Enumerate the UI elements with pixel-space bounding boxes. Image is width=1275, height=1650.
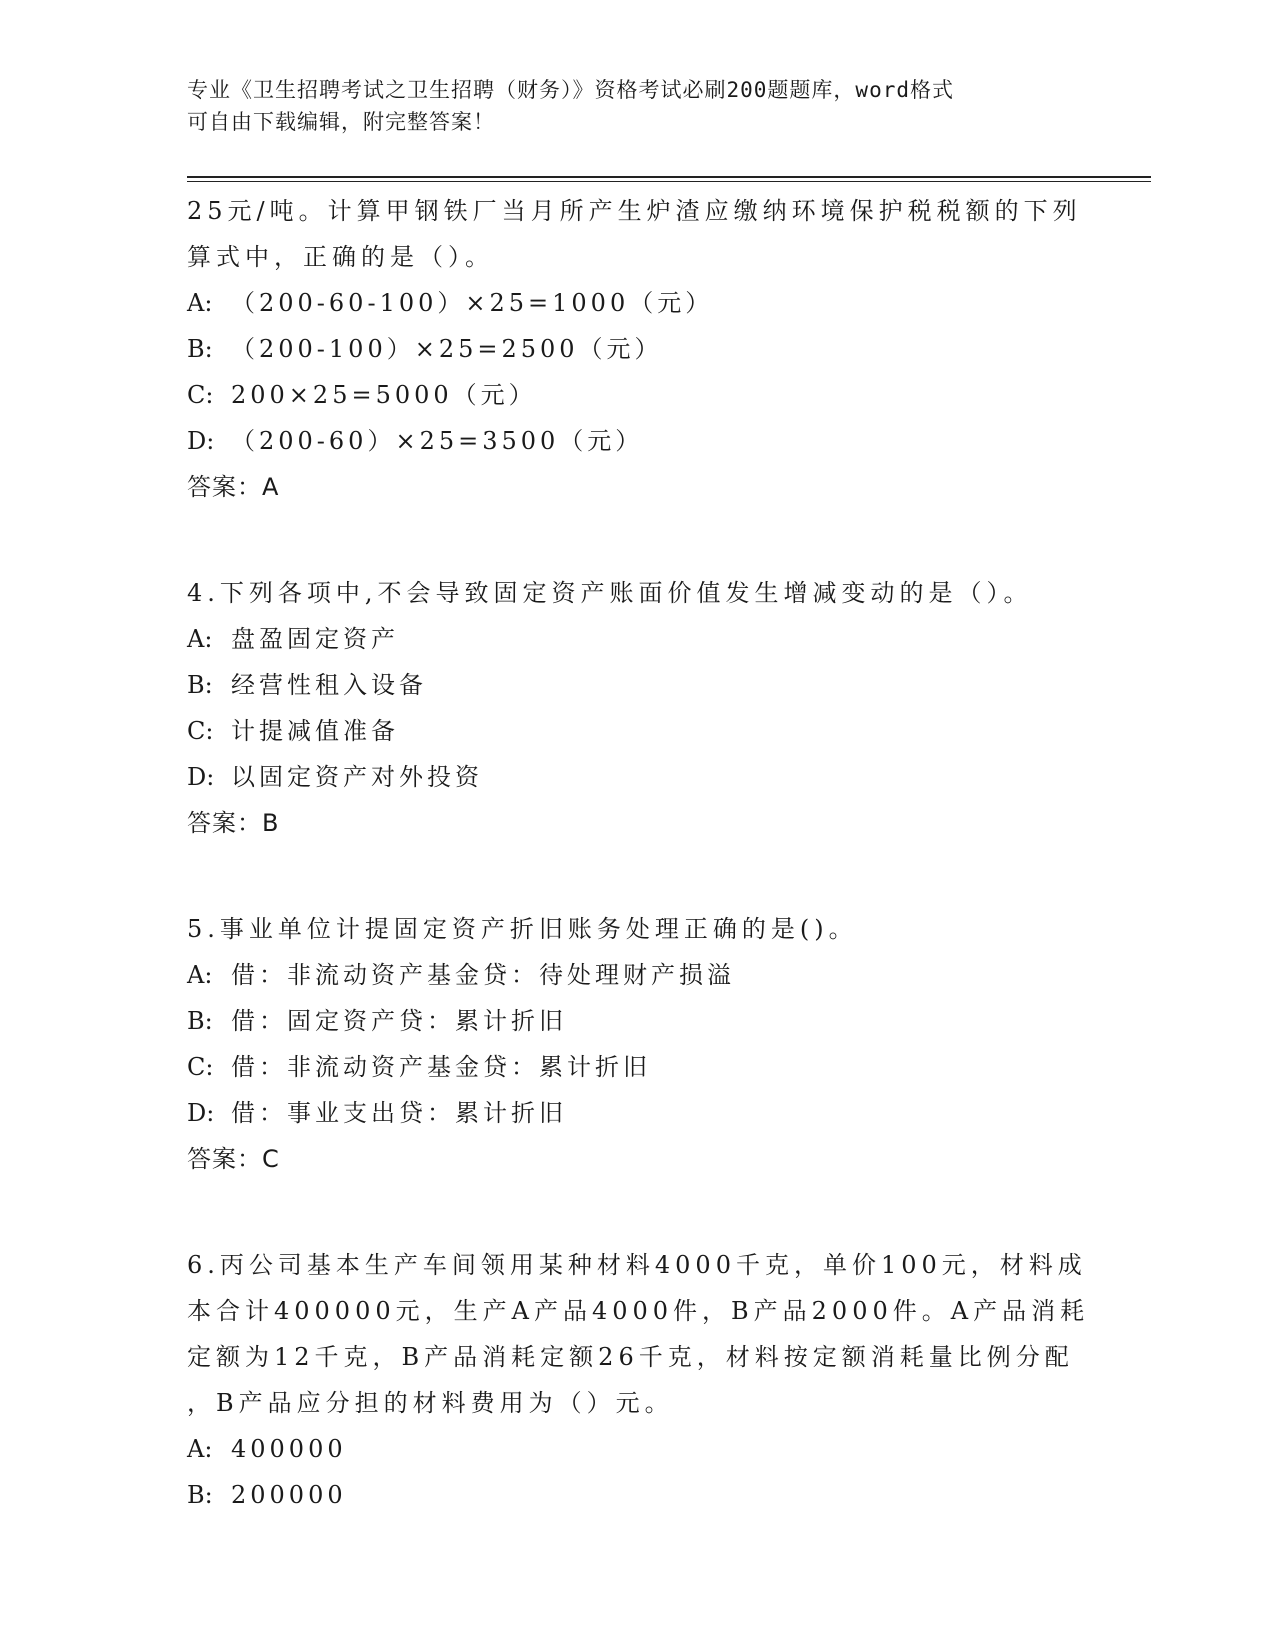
answer: 答案：C [187,1145,280,1173]
option-letter: D: [187,1099,215,1127]
question-stem-line: 25元/吨。计算甲钢铁厂当月所产生炉渣应缴纳环境保护税税额的下列 [187,197,1082,225]
option-letter: A: [187,625,213,653]
option-d [187,1090,1087,1136]
question-stem-line: 本合计400000元，生产A产品4000件，B产品2000件。A产品消耗 [187,1297,1090,1325]
option-c [187,708,1087,754]
option-letter: C: [187,381,214,409]
option-text: 经营性租入设备 [231,671,427,699]
option-text: 400000 [231,1435,347,1463]
option-letter: D: [187,763,215,791]
option-letter: A: [187,1435,213,1463]
option-letter: B: [187,1007,213,1035]
question-5 [187,906,1087,1182]
option-text: 借：事业支出贷：累计折旧 [231,1099,567,1127]
question-6 [187,1242,1090,1518]
option-text: （200-60）×25=3500（元） [231,427,644,455]
header-divider-thick [187,176,1151,178]
question-stem-line: 4.下列各项中,不会导致固定资产账面价值发生增减变动的是（）。 [187,579,1033,607]
option-text: （200-100）×25=2500（元） [231,335,663,363]
option-letter: B: [187,671,213,699]
option-letter: D: [187,427,215,455]
option-text: （200-60-100）×25=1000（元） [231,289,714,317]
question-list [187,188,1090,1518]
option-text: 借：非流动资产基金贷：累计折旧 [231,1053,651,1081]
header-line-1: 专业《卫生招聘考试之卫生招聘（财务）》资格考试必刷200题题库，word格式 [187,78,954,102]
option-b [187,662,1087,708]
option-text: 200000 [231,1481,347,1509]
header-line-2: 可自由下载编辑，附完整答案！ [187,110,495,134]
answer: 答案：A [187,473,280,501]
question-4 [187,570,1087,846]
option-d [187,754,1087,800]
question-stem-line: 算式中，正确的是（）。 [187,243,494,271]
option-c [187,372,1087,418]
question-3 [187,188,1087,510]
option-b [187,998,1087,1044]
option-text: 借：非流动资产基金贷：待处理财产损溢 [231,961,735,989]
option-text: 以固定资产对外投资 [231,763,483,791]
question-stem-line: 定额为12千克，B产品消耗定额26千克，材料按定额消耗量比例分配 [187,1343,1074,1371]
option-text: 借：固定资产贷：累计折旧 [231,1007,567,1035]
question-stem-line: ，B产品应分担的材料费用为（）元。 [187,1389,674,1417]
option-text: 盘盈固定资产 [231,625,399,653]
question-stem-line: 6.丙公司基本生产车间领用某种材料4000千克，单价100元，材料成 [187,1251,1087,1279]
option-letter: B: [187,1481,213,1509]
option-b [187,1472,1087,1518]
question-stem-line: 5.事业单位计提固定资产折旧账务处理正确的是()。 [187,915,858,943]
option-text: 计提减值准备 [231,717,399,745]
option-letter: A: [187,289,213,317]
document-header [187,74,1087,138]
option-c [187,1044,1087,1090]
option-d [187,418,1087,464]
option-text: 200×25=5000（元） [231,381,537,409]
option-letter: A: [187,961,213,989]
option-letter: C: [187,1053,214,1081]
answer: 答案：B [187,809,280,837]
option-a [187,1426,1087,1472]
option-a [187,952,1087,998]
option-a [187,280,1087,326]
option-letter: C: [187,717,214,745]
option-b [187,326,1087,372]
option-a [187,616,1087,662]
option-letter: B: [187,335,213,363]
header-divider-thin [187,181,1151,182]
